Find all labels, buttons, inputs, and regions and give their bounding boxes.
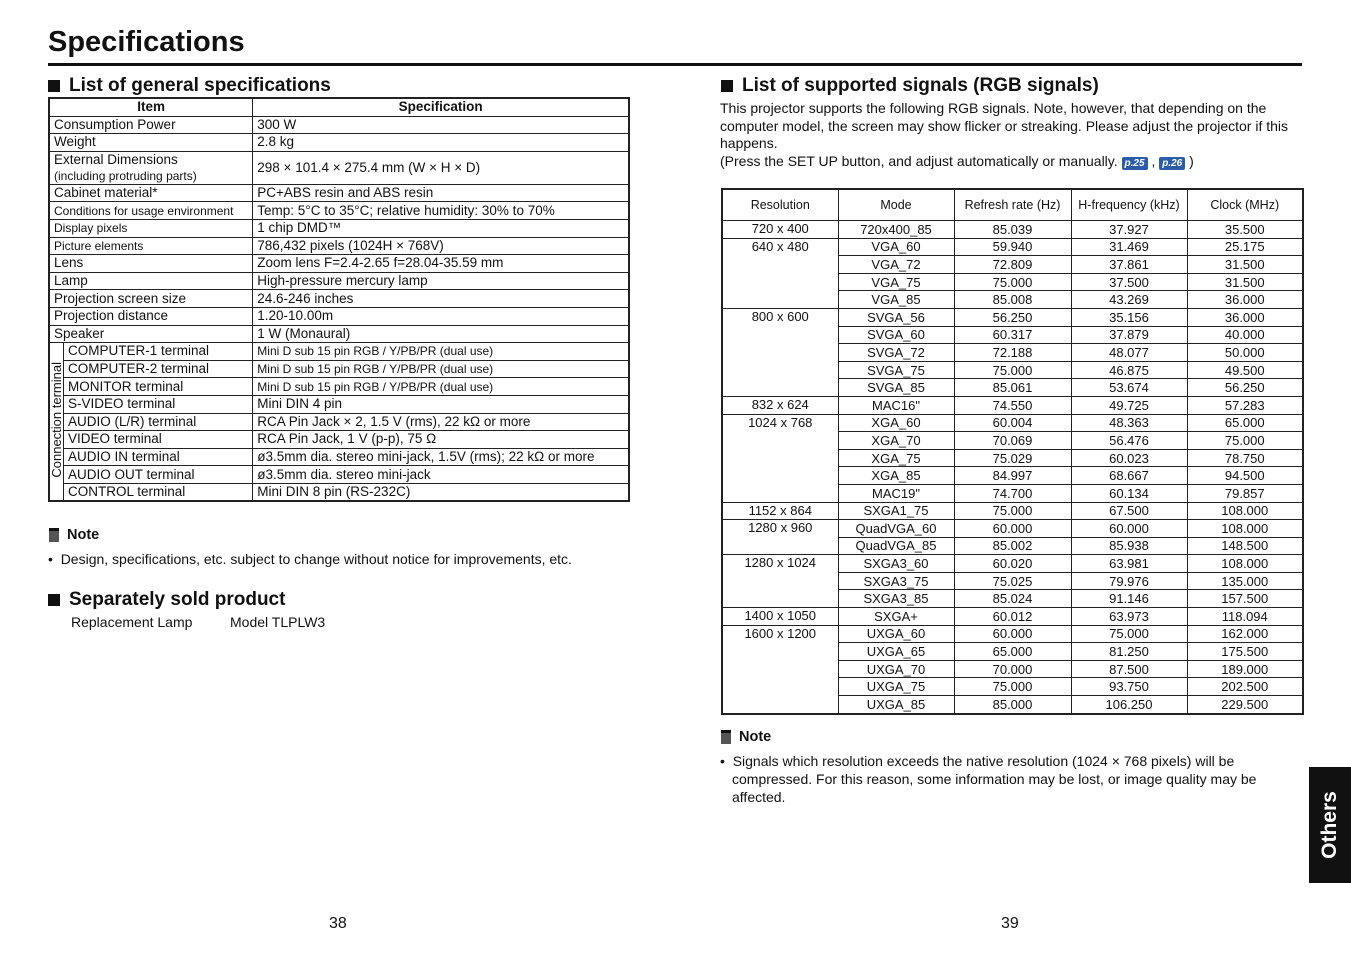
rgb-cell: 75.000 xyxy=(954,361,1071,379)
rgb-cell: 84.997 xyxy=(954,467,1071,485)
spec-item xyxy=(49,184,253,202)
rgb-cell: 75.000 xyxy=(954,678,1071,696)
spec-value: 1 W (Monaural) xyxy=(253,325,629,343)
rgb-cell: MAC19" xyxy=(838,484,954,502)
rgb-cell: SVGA_72 xyxy=(838,344,954,362)
others-side-tab[interactable]: Others xyxy=(1309,767,1351,883)
terminal-spec: Mini D sub 15 pin RGB / Y/PB/PR (dual use) xyxy=(253,343,629,361)
connection-terminal-text: Connection terminal xyxy=(49,361,64,478)
rgb-cell: UXGA_85 xyxy=(838,696,954,714)
rgb-resolution: 832 x 624 xyxy=(722,396,838,414)
rgb-cell: VGA_60 xyxy=(838,238,954,256)
rgb-cell: 118.094 xyxy=(1187,608,1303,626)
rgb-resolution: 1152 x 864 xyxy=(722,502,838,520)
rgb-cell: SXGA3_60 xyxy=(838,555,954,573)
col-spec: Specification xyxy=(253,98,629,116)
rgb-cell: UXGA_75 xyxy=(838,678,954,696)
rgb-cell: UXGA_65 xyxy=(838,643,954,661)
rgb-cell: 63.981 xyxy=(1071,555,1187,573)
spec-row xyxy=(49,202,629,220)
note-text-left: • Design, specifications, etc. subject to change without notice for improvements, etc. xyxy=(48,551,572,567)
rgb-cell: 60.134 xyxy=(1071,484,1187,502)
terminal-row xyxy=(49,343,629,361)
spec-item-label: Conditions for usage environment xyxy=(54,203,234,218)
rgb-cell: 75.029 xyxy=(954,449,1071,467)
spec-row xyxy=(49,184,629,202)
page-ref-link[interactable]: p.26 xyxy=(1159,157,1185,170)
general-specs-table xyxy=(48,97,630,502)
rgb-cell: SXGA1_75 xyxy=(838,502,954,520)
rgb-cell: 49.725 xyxy=(1071,396,1187,414)
rgb-header: Mode xyxy=(838,189,954,221)
rgb-intro: This projector supports the following RGB signals. Note, however, that depending on the computer model, the screen may show flicker or streaking. Please adjust the projector if this happens. (Press the SET UP button, and adjust automatically or manually. p.25 , p.26 ) xyxy=(720,100,1289,169)
note-icon xyxy=(721,730,731,744)
spec-row xyxy=(49,255,629,273)
spec-item-label: Picture elements xyxy=(54,238,144,253)
spec-row xyxy=(49,219,629,237)
rgb-cell: SXGA3_85 xyxy=(838,590,954,608)
rgb-resolution: 1280 x 960 xyxy=(722,520,838,555)
rgb-cell: VGA_75 xyxy=(838,273,954,291)
rgb-cell: 93.750 xyxy=(1071,678,1187,696)
rgb-cell: 85.000 xyxy=(954,696,1071,714)
rgb-cell: 25.175 xyxy=(1187,238,1303,256)
rgb-header: Clock (MHz) xyxy=(1187,189,1303,221)
terminal-item: S-VIDEO terminal xyxy=(64,395,253,413)
rgb-cell: XGA_85 xyxy=(838,467,954,485)
spec-value: PC+ABS resin and ABS resin xyxy=(253,184,629,202)
rgb-cell: 60.023 xyxy=(1071,449,1187,467)
page-title: Specifications xyxy=(48,26,245,58)
rgb-row xyxy=(722,520,1303,538)
terminal-row xyxy=(49,448,629,466)
rgb-cell: SVGA_75 xyxy=(838,361,954,379)
rgb-resolution: 720 x 400 xyxy=(722,221,838,239)
rgb-resolution: 1280 x 1024 xyxy=(722,555,838,608)
rgb-cell: 79.976 xyxy=(1071,572,1187,590)
spec-row xyxy=(49,272,629,290)
rgb-cell: 70.069 xyxy=(954,432,1071,450)
rgb-cell: VGA_85 xyxy=(838,291,954,309)
terminal-row xyxy=(49,413,629,431)
rgb-cell: 60.317 xyxy=(954,326,1071,344)
rgb-row xyxy=(722,221,1303,239)
rgb-row xyxy=(722,625,1303,643)
rgb-cell: 65.000 xyxy=(954,643,1071,661)
spec-value: High-pressure mercury lamp xyxy=(253,272,629,290)
terminal-row xyxy=(49,466,629,484)
terminal-item: VIDEO terminal xyxy=(64,431,253,449)
rgb-cell: XGA_75 xyxy=(838,449,954,467)
spec-item xyxy=(49,307,253,325)
rgb-cell: 60.012 xyxy=(954,608,1071,626)
rgb-row xyxy=(722,555,1303,573)
rgb-cell: 46.875 xyxy=(1071,361,1187,379)
terminal-item: CONTROL terminal xyxy=(64,483,253,501)
rgb-cell: QuadVGA_85 xyxy=(838,537,954,555)
spec-row xyxy=(49,116,629,134)
rgb-cell: 60.000 xyxy=(1071,520,1187,538)
rgb-row xyxy=(722,238,1303,256)
rgb-cell: 79.857 xyxy=(1187,484,1303,502)
rgb-cell: 202.500 xyxy=(1187,678,1303,696)
terminal-row xyxy=(49,360,629,378)
spec-item xyxy=(49,255,253,273)
rgb-cell: 75.000 xyxy=(954,502,1071,520)
rgb-row xyxy=(722,396,1303,414)
page-number-left: 38 xyxy=(329,915,347,932)
square-bullet-icon xyxy=(48,80,60,92)
rgb-cell: 37.861 xyxy=(1071,256,1187,274)
col-item: Item xyxy=(49,98,253,116)
spec-item-label: Weight xyxy=(54,134,96,150)
spec-row xyxy=(49,325,629,343)
rgb-cell: 67.500 xyxy=(1071,502,1187,520)
spec-item xyxy=(49,134,253,152)
page-ref-link[interactable]: p.25 xyxy=(1122,157,1148,170)
rgb-cell: 36.000 xyxy=(1187,308,1303,326)
square-bullet-icon xyxy=(721,80,733,92)
rgb-header: Resolution xyxy=(722,189,838,221)
rgb-cell: 108.000 xyxy=(1187,502,1303,520)
spec-row xyxy=(49,134,629,152)
rgb-cell: 75.000 xyxy=(954,273,1071,291)
rgb-cell: 135.000 xyxy=(1187,572,1303,590)
rgb-cell: 60.000 xyxy=(954,625,1071,643)
note-heading-right: Note xyxy=(721,729,771,745)
spec-item-label: Cabinet material* xyxy=(54,185,158,201)
spec-row xyxy=(49,151,629,184)
rgb-cell: 31.500 xyxy=(1187,273,1303,291)
spec-value: 298 × 101.4 × 275.4 mm (W × H × D) xyxy=(253,151,629,184)
rgb-cell: 162.000 xyxy=(1187,625,1303,643)
rgb-cell: 60.004 xyxy=(954,414,1071,432)
rgb-cell: 78.750 xyxy=(1187,449,1303,467)
page-number-right: 39 xyxy=(1001,915,1019,932)
spec-item-label: External Dimensions xyxy=(54,151,178,167)
rgb-cell: SXGA+ xyxy=(838,608,954,626)
rgb-cell: 85.002 xyxy=(954,537,1071,555)
rgb-cell: 108.000 xyxy=(1187,555,1303,573)
rgb-cell: 72.188 xyxy=(954,344,1071,362)
rgb-cell: 31.500 xyxy=(1187,256,1303,274)
rgb-row xyxy=(722,502,1303,520)
rgb-cell: 37.879 xyxy=(1071,326,1187,344)
spec-row xyxy=(49,290,629,308)
sold-value: Model TLPLW3 xyxy=(230,614,326,630)
rgb-cell: 36.000 xyxy=(1187,291,1303,309)
terminal-spec: RCA Pin Jack, 1 V (p-p), 75 Ω xyxy=(253,431,629,449)
rgb-cell: 189.000 xyxy=(1187,660,1303,678)
spec-item-label: Display pixels xyxy=(54,221,128,236)
rgb-cell: 65.000 xyxy=(1187,414,1303,432)
rgb-cell: 74.700 xyxy=(954,484,1071,502)
rgb-cell: 108.000 xyxy=(1187,520,1303,538)
rgb-cell: 85.024 xyxy=(954,590,1071,608)
rgb-cell: 85.061 xyxy=(954,379,1071,397)
rgb-cell: XGA_70 xyxy=(838,432,954,450)
rgb-cell: 35.500 xyxy=(1187,221,1303,239)
terminal-row xyxy=(49,431,629,449)
terminal-item: AUDIO OUT terminal xyxy=(64,466,253,484)
spec-value: 300 W xyxy=(253,116,629,134)
rgb-cell: MAC16" xyxy=(838,396,954,414)
title-rule xyxy=(48,63,1302,66)
spec-item-label: Lens xyxy=(54,255,84,271)
terminal-row xyxy=(49,395,629,413)
spec-item xyxy=(49,151,253,184)
rgb-resolution: 1400 x 1050 xyxy=(722,608,838,626)
rgb-cell: 68.667 xyxy=(1071,467,1187,485)
rgb-resolution: 1024 x 768 xyxy=(722,414,838,502)
rgb-cell: 720x400_85 xyxy=(838,221,954,239)
rgb-cell: 148.500 xyxy=(1187,537,1303,555)
rgb-cell: 81.250 xyxy=(1071,643,1187,661)
rgb-cell: 50.000 xyxy=(1187,344,1303,362)
rgb-cell: 57.283 xyxy=(1187,396,1303,414)
terminal-spec: Mini D sub 15 pin RGB / Y/PB/PR (dual use) xyxy=(253,378,629,396)
rgb-cell: 85.008 xyxy=(954,291,1071,309)
rgb-resolution: 800 x 600 xyxy=(722,308,838,396)
terminal-row xyxy=(49,378,629,396)
spec-item xyxy=(49,272,253,290)
rgb-cell: SVGA_56 xyxy=(838,308,954,326)
terminal-spec: Mini DIN 4 pin xyxy=(253,395,629,413)
rgb-cell: 48.077 xyxy=(1071,344,1187,362)
rgb-header: H-frequency (kHz) xyxy=(1071,189,1187,221)
rgb-cell: 85.039 xyxy=(954,221,1071,239)
rgb-cell: 85.938 xyxy=(1071,537,1187,555)
rgb-cell: 53.674 xyxy=(1071,379,1187,397)
rgb-cell: 70.000 xyxy=(954,660,1071,678)
spec-value: 786,432 pixels (1024H × 768V) xyxy=(253,237,629,255)
rgb-cell: 72.809 xyxy=(954,256,1071,274)
rgb-cell: 56.476 xyxy=(1071,432,1187,450)
rgb-cell: SXGA3_75 xyxy=(838,572,954,590)
spec-item xyxy=(49,237,253,255)
rgb-cell: 31.469 xyxy=(1071,238,1187,256)
note-icon xyxy=(49,528,59,542)
general-specs-heading: List of general specifications xyxy=(48,75,331,97)
separately-sold-heading: Separately sold product xyxy=(48,589,285,611)
terminal-item: AUDIO (L/R) terminal xyxy=(64,413,253,431)
rgb-cell: 60.020 xyxy=(954,555,1071,573)
rgb-cell: 40.000 xyxy=(1187,326,1303,344)
spec-value: 1.20-10.00m xyxy=(253,307,629,325)
rgb-cell: 48.363 xyxy=(1071,414,1187,432)
rgb-row xyxy=(722,414,1303,432)
sold-label: Replacement Lamp xyxy=(71,614,193,630)
square-bullet-icon xyxy=(48,594,60,606)
spec-item xyxy=(49,116,253,134)
terminal-row xyxy=(49,483,629,501)
spec-item-label: Projection distance xyxy=(54,308,169,324)
note-text-right: • Signals which resolution exceeds the native resolution (1024 × 768 pixels) will be compressed. For this reason, some information may be lost, or image quality may be affected. xyxy=(720,753,1257,805)
rgb-cell: UXGA_70 xyxy=(838,660,954,678)
rgb-cell: 106.250 xyxy=(1071,696,1187,714)
rgb-cell: 60.000 xyxy=(954,520,1071,538)
rgb-cell: SVGA_85 xyxy=(838,379,954,397)
rgb-cell: 91.146 xyxy=(1071,590,1187,608)
rgb-cell: 157.500 xyxy=(1187,590,1303,608)
terminal-item: COMPUTER-2 terminal xyxy=(64,360,253,378)
rgb-cell: 87.500 xyxy=(1071,660,1187,678)
spec-row xyxy=(49,307,629,325)
spec-item-sub: (including protruding parts) xyxy=(54,168,197,183)
spec-item-label: Consumption Power xyxy=(54,116,176,132)
spec-item-label: Projection screen size xyxy=(54,290,187,306)
spec-value: 24.6-246 inches xyxy=(253,290,629,308)
rgb-cell: 75.000 xyxy=(1071,625,1187,643)
rgb-cell: 63.973 xyxy=(1071,608,1187,626)
spec-item-label: Speaker xyxy=(54,325,105,341)
terminal-spec: Mini DIN 8 pin (RS-232C) xyxy=(253,483,629,501)
rgb-cell: QuadVGA_60 xyxy=(838,520,954,538)
rgb-cell: UXGA_60 xyxy=(838,625,954,643)
terminal-spec: ø3.5mm dia. stereo mini-jack, 1.5V (rms); 22 kΩ or more xyxy=(253,448,629,466)
rgb-cell: 56.250 xyxy=(954,308,1071,326)
spec-item xyxy=(49,202,253,220)
spec-item-label: Lamp xyxy=(54,273,88,289)
terminal-spec: ø3.5mm dia. stereo mini-jack xyxy=(253,466,629,484)
spec-value: Zoom lens F=2.4-2.65 f=28.04-35.59 mm xyxy=(253,255,629,273)
terminal-spec: RCA Pin Jack × 2, 1.5 V (rms), 22 kΩ or more xyxy=(253,413,629,431)
rgb-signals-table xyxy=(721,188,1304,715)
spec-item xyxy=(49,219,253,237)
rgb-cell: 74.550 xyxy=(954,396,1071,414)
spec-item xyxy=(49,325,253,343)
rgb-cell: SVGA_60 xyxy=(838,326,954,344)
rgb-cell: VGA_72 xyxy=(838,256,954,274)
terminal-item: MONITOR terminal xyxy=(64,378,253,396)
terminal-item: AUDIO IN terminal xyxy=(64,448,253,466)
note-heading-left: Note xyxy=(49,527,99,543)
rgb-cell: 37.927 xyxy=(1071,221,1187,239)
spec-value: 1 chip DMD™ xyxy=(253,219,629,237)
rgb-cell: 75.000 xyxy=(1187,432,1303,450)
rgb-cell: 56.250 xyxy=(1187,379,1303,397)
rgb-cell: 75.025 xyxy=(954,572,1071,590)
rgb-cell: 35.156 xyxy=(1071,308,1187,326)
rgb-row xyxy=(722,308,1303,326)
rgb-cell: 59.940 xyxy=(954,238,1071,256)
terminal-item: COMPUTER-1 terminal xyxy=(64,343,253,361)
spec-value: 2.8 kg xyxy=(253,134,629,152)
rgb-cell: 37.500 xyxy=(1071,273,1187,291)
rgb-signals-heading: List of supported signals (RGB signals) xyxy=(721,75,1099,97)
rgb-cell: 43.269 xyxy=(1071,291,1187,309)
rgb-row xyxy=(722,608,1303,626)
rgb-cell: XGA_60 xyxy=(838,414,954,432)
rgb-cell: 49.500 xyxy=(1187,361,1303,379)
spec-value: Temp: 5°C to 35°C; relative humidity: 30% to 70% xyxy=(253,202,629,220)
rgb-resolution: 1600 x 1200 xyxy=(722,625,838,713)
rgb-cell: 94.500 xyxy=(1187,467,1303,485)
spec-item xyxy=(49,290,253,308)
spec-row xyxy=(49,237,629,255)
rgb-cell: 229.500 xyxy=(1187,696,1303,714)
rgb-resolution: 640 x 480 xyxy=(722,238,838,308)
connection-terminal-label xyxy=(49,343,64,502)
terminal-spec: Mini D sub 15 pin RGB / Y/PB/PR (dual use) xyxy=(253,360,629,378)
rgb-cell: 175.500 xyxy=(1187,643,1303,661)
rgb-header: Refresh rate (Hz) xyxy=(954,189,1071,221)
